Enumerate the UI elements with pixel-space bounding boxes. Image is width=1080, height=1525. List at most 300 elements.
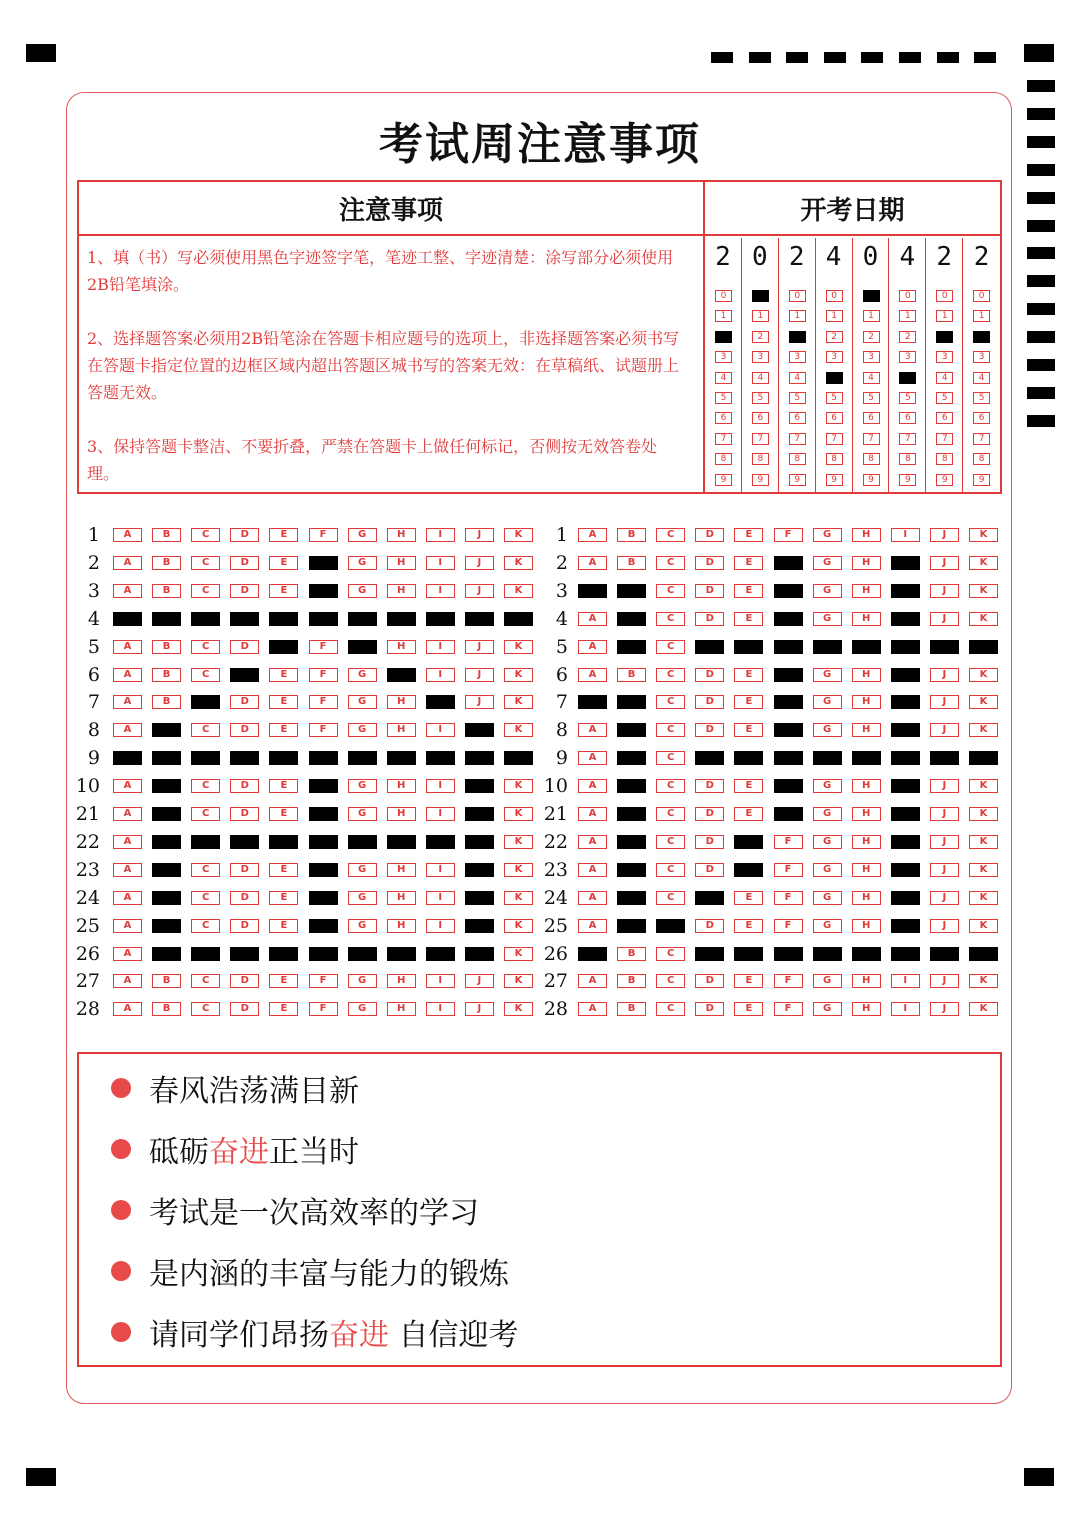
option-bubble[interactable]: D bbox=[695, 528, 724, 542]
option-bubble[interactable]: J bbox=[930, 584, 959, 598]
option-bubble[interactable]: G bbox=[813, 528, 842, 542]
date-bubble[interactable]: 9 bbox=[863, 474, 880, 486]
option-bubble[interactable]: J bbox=[930, 807, 959, 821]
option-bubble[interactable]: E bbox=[269, 723, 298, 737]
option-bubble[interactable]: K bbox=[969, 863, 998, 877]
option-bubble[interactable]: J bbox=[930, 723, 959, 737]
option-bubble-filled[interactable] bbox=[152, 723, 181, 737]
date-bubble[interactable]: 5 bbox=[899, 392, 916, 404]
option-bubble[interactable]: G bbox=[348, 723, 377, 737]
option-bubble-filled[interactable] bbox=[309, 835, 338, 849]
option-bubble[interactable]: H bbox=[852, 1002, 881, 1016]
option-bubble-filled[interactable] bbox=[152, 612, 181, 626]
date-bubble[interactable]: 4 bbox=[936, 372, 953, 384]
option-bubble[interactable]: G bbox=[813, 695, 842, 709]
option-bubble-filled[interactable] bbox=[969, 751, 998, 765]
option-bubble-filled[interactable] bbox=[774, 640, 803, 654]
date-bubble[interactable]: 2 bbox=[826, 331, 843, 343]
option-bubble[interactable]: C bbox=[656, 863, 685, 877]
option-bubble[interactable]: H bbox=[852, 612, 881, 626]
option-bubble[interactable]: F bbox=[774, 528, 803, 542]
option-bubble[interactable]: C bbox=[191, 1002, 220, 1016]
option-bubble[interactable]: G bbox=[348, 528, 377, 542]
option-bubble[interactable]: K bbox=[969, 807, 998, 821]
option-bubble[interactable]: A bbox=[113, 528, 142, 542]
option-bubble-filled[interactable] bbox=[891, 947, 920, 961]
option-bubble-filled[interactable] bbox=[578, 695, 607, 709]
option-bubble[interactable]: F bbox=[309, 974, 338, 988]
date-bubble-filled[interactable] bbox=[826, 372, 843, 384]
option-bubble[interactable]: G bbox=[813, 556, 842, 570]
date-bubble[interactable]: 6 bbox=[973, 412, 990, 424]
option-bubble[interactable]: C bbox=[656, 584, 685, 598]
option-bubble[interactable]: G bbox=[813, 1002, 842, 1016]
option-bubble-filled[interactable] bbox=[426, 612, 455, 626]
date-bubble[interactable]: 4 bbox=[752, 372, 769, 384]
date-bubble[interactable]: 6 bbox=[863, 412, 880, 424]
option-bubble[interactable]: E bbox=[734, 1002, 763, 1016]
option-bubble[interactable]: K bbox=[504, 891, 533, 905]
option-bubble[interactable]: H bbox=[852, 779, 881, 793]
option-bubble-filled[interactable] bbox=[348, 612, 377, 626]
option-bubble[interactable]: J bbox=[930, 556, 959, 570]
option-bubble-filled[interactable] bbox=[191, 835, 220, 849]
option-bubble[interactable]: A bbox=[113, 947, 142, 961]
option-bubble[interactable]: B bbox=[617, 947, 646, 961]
option-bubble[interactable]: A bbox=[578, 723, 607, 737]
option-bubble-filled[interactable] bbox=[465, 863, 494, 877]
option-bubble-filled[interactable] bbox=[230, 668, 259, 682]
option-bubble[interactable]: F bbox=[309, 528, 338, 542]
option-bubble[interactable]: A bbox=[113, 668, 142, 682]
option-bubble-filled[interactable] bbox=[734, 640, 763, 654]
option-bubble[interactable]: D bbox=[695, 835, 724, 849]
option-bubble[interactable]: C bbox=[191, 919, 220, 933]
option-bubble[interactable]: G bbox=[348, 779, 377, 793]
option-bubble-filled[interactable] bbox=[113, 751, 142, 765]
date-bubble[interactable]: 6 bbox=[789, 412, 806, 424]
option-bubble[interactable]: G bbox=[813, 723, 842, 737]
option-bubble-filled[interactable] bbox=[191, 947, 220, 961]
date-bubble[interactable]: 5 bbox=[863, 392, 880, 404]
option-bubble[interactable]: E bbox=[269, 974, 298, 988]
option-bubble[interactable]: H bbox=[852, 863, 881, 877]
option-bubble[interactable]: G bbox=[813, 863, 842, 877]
option-bubble[interactable]: I bbox=[426, 1002, 455, 1016]
option-bubble-filled[interactable] bbox=[891, 612, 920, 626]
option-bubble[interactable]: K bbox=[969, 891, 998, 905]
option-bubble[interactable]: G bbox=[813, 807, 842, 821]
option-bubble[interactable]: J bbox=[465, 556, 494, 570]
option-bubble-filled[interactable] bbox=[617, 723, 646, 737]
date-bubble[interactable]: 8 bbox=[789, 453, 806, 465]
option-bubble[interactable]: I bbox=[891, 974, 920, 988]
option-bubble[interactable]: D bbox=[695, 1002, 724, 1016]
option-bubble[interactable]: E bbox=[269, 668, 298, 682]
option-bubble[interactable]: A bbox=[578, 779, 607, 793]
option-bubble[interactable]: B bbox=[152, 1002, 181, 1016]
date-bubble[interactable]: 5 bbox=[715, 392, 732, 404]
option-bubble[interactable]: G bbox=[348, 919, 377, 933]
option-bubble-filled[interactable] bbox=[891, 556, 920, 570]
option-bubble[interactable]: D bbox=[695, 584, 724, 598]
option-bubble[interactable]: I bbox=[426, 891, 455, 905]
option-bubble[interactable]: H bbox=[852, 695, 881, 709]
option-bubble-filled[interactable] bbox=[465, 807, 494, 821]
option-bubble-filled[interactable] bbox=[348, 640, 377, 654]
option-bubble-filled[interactable] bbox=[891, 668, 920, 682]
option-bubble[interactable]: A bbox=[113, 695, 142, 709]
option-bubble-filled[interactable] bbox=[230, 835, 259, 849]
option-bubble[interactable]: A bbox=[113, 723, 142, 737]
option-bubble[interactable]: K bbox=[504, 947, 533, 961]
option-bubble[interactable]: K bbox=[504, 556, 533, 570]
option-bubble[interactable]: K bbox=[969, 1002, 998, 1016]
option-bubble[interactable]: E bbox=[734, 584, 763, 598]
option-bubble[interactable]: D bbox=[230, 556, 259, 570]
option-bubble-filled[interactable] bbox=[734, 863, 763, 877]
option-bubble[interactable]: G bbox=[813, 891, 842, 905]
option-bubble[interactable]: K bbox=[969, 835, 998, 849]
option-bubble-filled[interactable] bbox=[930, 751, 959, 765]
option-bubble[interactable]: I bbox=[891, 528, 920, 542]
option-bubble[interactable]: F bbox=[774, 1002, 803, 1016]
option-bubble[interactable]: I bbox=[891, 1002, 920, 1016]
option-bubble[interactable]: A bbox=[578, 919, 607, 933]
option-bubble-filled[interactable] bbox=[617, 640, 646, 654]
option-bubble-filled[interactable] bbox=[152, 863, 181, 877]
option-bubble[interactable]: B bbox=[617, 1002, 646, 1016]
option-bubble[interactable]: B bbox=[152, 695, 181, 709]
date-bubble-filled[interactable] bbox=[973, 331, 990, 343]
option-bubble[interactable]: K bbox=[504, 919, 533, 933]
date-bubble[interactable]: 2 bbox=[752, 331, 769, 343]
option-bubble[interactable]: I bbox=[426, 807, 455, 821]
option-bubble-filled[interactable] bbox=[617, 751, 646, 765]
option-bubble-filled[interactable] bbox=[309, 919, 338, 933]
option-bubble-filled[interactable] bbox=[695, 751, 724, 765]
option-bubble[interactable]: B bbox=[617, 974, 646, 988]
option-bubble[interactable]: D bbox=[695, 723, 724, 737]
option-bubble[interactable]: B bbox=[617, 528, 646, 542]
option-bubble[interactable]: H bbox=[387, 919, 416, 933]
date-bubble[interactable]: 2 bbox=[863, 331, 880, 343]
option-bubble[interactable]: J bbox=[930, 695, 959, 709]
date-bubble[interactable]: 0 bbox=[826, 290, 843, 302]
option-bubble[interactable]: K bbox=[969, 723, 998, 737]
date-bubble[interactable]: 6 bbox=[899, 412, 916, 424]
option-bubble[interactable]: A bbox=[578, 612, 607, 626]
option-bubble[interactable]: G bbox=[348, 891, 377, 905]
option-bubble-filled[interactable] bbox=[309, 807, 338, 821]
option-bubble[interactable]: H bbox=[387, 1002, 416, 1016]
option-bubble[interactable]: D bbox=[695, 556, 724, 570]
option-bubble[interactable]: J bbox=[930, 863, 959, 877]
option-bubble-filled[interactable] bbox=[230, 947, 259, 961]
option-bubble-filled[interactable] bbox=[309, 891, 338, 905]
date-bubble[interactable]: 7 bbox=[899, 433, 916, 445]
option-bubble-filled[interactable] bbox=[774, 695, 803, 709]
option-bubble[interactable]: A bbox=[113, 1002, 142, 1016]
option-bubble-filled[interactable] bbox=[309, 779, 338, 793]
option-bubble-filled[interactable] bbox=[734, 947, 763, 961]
option-bubble-filled[interactable] bbox=[269, 835, 298, 849]
option-bubble[interactable]: C bbox=[656, 891, 685, 905]
option-bubble[interactable]: D bbox=[230, 779, 259, 793]
option-bubble[interactable]: C bbox=[656, 723, 685, 737]
date-bubble[interactable]: 3 bbox=[826, 351, 843, 363]
option-bubble-filled[interactable] bbox=[617, 584, 646, 598]
option-bubble[interactable]: A bbox=[113, 556, 142, 570]
option-bubble[interactable]: C bbox=[191, 556, 220, 570]
date-bubble[interactable]: 6 bbox=[752, 412, 769, 424]
date-bubble[interactable]: 1 bbox=[973, 310, 990, 322]
option-bubble[interactable]: A bbox=[578, 556, 607, 570]
option-bubble[interactable]: E bbox=[269, 891, 298, 905]
option-bubble[interactable]: C bbox=[656, 640, 685, 654]
option-bubble[interactable]: D bbox=[230, 863, 259, 877]
option-bubble[interactable]: C bbox=[656, 779, 685, 793]
date-bubble[interactable]: 6 bbox=[936, 412, 953, 424]
option-bubble[interactable]: C bbox=[656, 612, 685, 626]
option-bubble[interactable]: F bbox=[774, 835, 803, 849]
option-bubble-filled[interactable] bbox=[930, 640, 959, 654]
option-bubble-filled[interactable] bbox=[309, 612, 338, 626]
date-bubble[interactable]: 1 bbox=[789, 310, 806, 322]
option-bubble[interactable]: C bbox=[191, 863, 220, 877]
option-bubble-filled[interactable] bbox=[348, 947, 377, 961]
option-bubble[interactable]: D bbox=[695, 863, 724, 877]
option-bubble[interactable]: J bbox=[465, 1002, 494, 1016]
option-bubble[interactable]: E bbox=[269, 919, 298, 933]
date-bubble[interactable]: 5 bbox=[826, 392, 843, 404]
option-bubble-filled[interactable] bbox=[774, 751, 803, 765]
option-bubble[interactable]: G bbox=[813, 612, 842, 626]
option-bubble[interactable]: E bbox=[269, 556, 298, 570]
date-bubble[interactable]: 9 bbox=[826, 474, 843, 486]
date-bubble[interactable]: 4 bbox=[715, 372, 732, 384]
option-bubble-filled[interactable] bbox=[852, 947, 881, 961]
date-bubble[interactable]: 7 bbox=[936, 433, 953, 445]
option-bubble[interactable]: D bbox=[230, 919, 259, 933]
option-bubble[interactable]: H bbox=[852, 919, 881, 933]
option-bubble-filled[interactable] bbox=[734, 835, 763, 849]
option-bubble-filled[interactable] bbox=[387, 835, 416, 849]
option-bubble-filled[interactable] bbox=[774, 584, 803, 598]
option-bubble[interactable]: J bbox=[930, 891, 959, 905]
option-bubble-filled[interactable] bbox=[230, 751, 259, 765]
option-bubble-filled[interactable] bbox=[465, 779, 494, 793]
date-bubble[interactable]: 3 bbox=[973, 351, 990, 363]
option-bubble[interactable]: C bbox=[656, 835, 685, 849]
date-bubble-filled[interactable] bbox=[863, 290, 880, 302]
option-bubble[interactable]: E bbox=[734, 974, 763, 988]
option-bubble-filled[interactable] bbox=[465, 835, 494, 849]
option-bubble[interactable]: F bbox=[774, 863, 803, 877]
option-bubble[interactable]: I bbox=[426, 640, 455, 654]
option-bubble-filled[interactable] bbox=[113, 612, 142, 626]
option-bubble-filled[interactable] bbox=[426, 947, 455, 961]
date-bubble[interactable]: 5 bbox=[973, 392, 990, 404]
option-bubble[interactable]: I bbox=[426, 863, 455, 877]
date-bubble[interactable]: 8 bbox=[863, 453, 880, 465]
option-bubble[interactable]: I bbox=[426, 919, 455, 933]
option-bubble[interactable]: J bbox=[930, 919, 959, 933]
option-bubble-filled[interactable] bbox=[504, 612, 533, 626]
option-bubble-filled[interactable] bbox=[813, 751, 842, 765]
date-bubble[interactable]: 1 bbox=[863, 310, 880, 322]
date-bubble[interactable]: 7 bbox=[789, 433, 806, 445]
option-bubble-filled[interactable] bbox=[387, 947, 416, 961]
option-bubble[interactable]: A bbox=[113, 974, 142, 988]
option-bubble-filled[interactable] bbox=[891, 723, 920, 737]
option-bubble-filled[interactable] bbox=[891, 640, 920, 654]
option-bubble[interactable]: H bbox=[387, 640, 416, 654]
option-bubble[interactable]: D bbox=[230, 974, 259, 988]
date-bubble[interactable]: 4 bbox=[789, 372, 806, 384]
option-bubble[interactable]: B bbox=[152, 640, 181, 654]
option-bubble-filled[interactable] bbox=[578, 947, 607, 961]
option-bubble[interactable]: K bbox=[969, 612, 998, 626]
date-bubble[interactable]: 3 bbox=[752, 351, 769, 363]
option-bubble[interactable]: G bbox=[348, 1002, 377, 1016]
option-bubble[interactable]: B bbox=[152, 668, 181, 682]
option-bubble-filled[interactable] bbox=[426, 695, 455, 709]
option-bubble[interactable]: C bbox=[656, 1002, 685, 1016]
option-bubble[interactable]: K bbox=[504, 779, 533, 793]
option-bubble[interactable]: D bbox=[230, 1002, 259, 1016]
date-bubble[interactable]: 2 bbox=[899, 331, 916, 343]
option-bubble-filled[interactable] bbox=[852, 640, 881, 654]
option-bubble-filled[interactable] bbox=[387, 612, 416, 626]
option-bubble-filled[interactable] bbox=[426, 835, 455, 849]
date-bubble[interactable]: 1 bbox=[899, 310, 916, 322]
option-bubble[interactable]: D bbox=[230, 640, 259, 654]
option-bubble[interactable]: E bbox=[734, 891, 763, 905]
option-bubble[interactable]: G bbox=[348, 863, 377, 877]
option-bubble[interactable]: A bbox=[113, 584, 142, 598]
option-bubble[interactable]: J bbox=[465, 668, 494, 682]
option-bubble-filled[interactable] bbox=[774, 947, 803, 961]
date-bubble[interactable]: 7 bbox=[863, 433, 880, 445]
option-bubble[interactable]: F bbox=[309, 668, 338, 682]
option-bubble-filled[interactable] bbox=[891, 807, 920, 821]
option-bubble[interactable]: E bbox=[269, 779, 298, 793]
option-bubble-filled[interactable] bbox=[152, 919, 181, 933]
option-bubble-filled[interactable] bbox=[656, 919, 685, 933]
option-bubble[interactable]: D bbox=[695, 974, 724, 988]
option-bubble[interactable]: H bbox=[852, 528, 881, 542]
option-bubble[interactable]: K bbox=[969, 584, 998, 598]
option-bubble[interactable]: D bbox=[695, 807, 724, 821]
option-bubble[interactable]: H bbox=[387, 779, 416, 793]
option-bubble[interactable]: G bbox=[813, 835, 842, 849]
option-bubble[interactable]: K bbox=[969, 919, 998, 933]
date-bubble-filled[interactable] bbox=[789, 331, 806, 343]
option-bubble-filled[interactable] bbox=[309, 751, 338, 765]
option-bubble-filled[interactable] bbox=[309, 947, 338, 961]
option-bubble-filled[interactable] bbox=[891, 779, 920, 793]
option-bubble-filled[interactable] bbox=[152, 807, 181, 821]
option-bubble-filled[interactable] bbox=[891, 584, 920, 598]
date-bubble[interactable]: 3 bbox=[899, 351, 916, 363]
option-bubble-filled[interactable] bbox=[191, 695, 220, 709]
option-bubble[interactable]: B bbox=[152, 584, 181, 598]
date-bubble[interactable]: 8 bbox=[936, 453, 953, 465]
date-bubble[interactable]: 6 bbox=[715, 412, 732, 424]
option-bubble[interactable]: H bbox=[852, 556, 881, 570]
option-bubble[interactable]: H bbox=[852, 835, 881, 849]
option-bubble[interactable]: G bbox=[813, 779, 842, 793]
option-bubble[interactable]: J bbox=[465, 640, 494, 654]
option-bubble[interactable]: E bbox=[269, 807, 298, 821]
option-bubble-filled[interactable] bbox=[387, 668, 416, 682]
option-bubble-filled[interactable] bbox=[617, 779, 646, 793]
option-bubble-filled[interactable] bbox=[465, 612, 494, 626]
date-bubble[interactable]: 4 bbox=[863, 372, 880, 384]
option-bubble[interactable]: F bbox=[309, 723, 338, 737]
option-bubble-filled[interactable] bbox=[774, 612, 803, 626]
option-bubble-filled[interactable] bbox=[617, 835, 646, 849]
option-bubble[interactable]: C bbox=[656, 695, 685, 709]
option-bubble-filled[interactable] bbox=[152, 751, 181, 765]
option-bubble[interactable]: H bbox=[387, 695, 416, 709]
option-bubble[interactable]: I bbox=[426, 668, 455, 682]
option-bubble[interactable]: C bbox=[191, 584, 220, 598]
option-bubble[interactable]: D bbox=[230, 584, 259, 598]
option-bubble-filled[interactable] bbox=[930, 947, 959, 961]
date-bubble[interactable]: 9 bbox=[789, 474, 806, 486]
option-bubble[interactable]: C bbox=[191, 640, 220, 654]
option-bubble[interactable]: G bbox=[813, 584, 842, 598]
date-bubble[interactable]: 4 bbox=[973, 372, 990, 384]
option-bubble-filled[interactable] bbox=[617, 863, 646, 877]
option-bubble-filled[interactable] bbox=[695, 891, 724, 905]
date-bubble[interactable]: 9 bbox=[899, 474, 916, 486]
option-bubble[interactable]: K bbox=[504, 584, 533, 598]
date-bubble[interactable]: 3 bbox=[863, 351, 880, 363]
option-bubble-filled[interactable] bbox=[465, 919, 494, 933]
option-bubble-filled[interactable] bbox=[191, 612, 220, 626]
option-bubble-filled[interactable] bbox=[852, 751, 881, 765]
option-bubble[interactable]: K bbox=[504, 723, 533, 737]
option-bubble[interactable]: J bbox=[930, 1002, 959, 1016]
option-bubble[interactable]: H bbox=[387, 807, 416, 821]
option-bubble-filled[interactable] bbox=[774, 556, 803, 570]
option-bubble-filled[interactable] bbox=[152, 835, 181, 849]
date-bubble[interactable]: 7 bbox=[715, 433, 732, 445]
option-bubble[interactable]: B bbox=[152, 974, 181, 988]
option-bubble[interactable]: A bbox=[113, 891, 142, 905]
date-bubble-filled[interactable] bbox=[752, 290, 769, 302]
date-bubble[interactable]: 3 bbox=[789, 351, 806, 363]
option-bubble[interactable]: C bbox=[191, 723, 220, 737]
option-bubble[interactable]: E bbox=[734, 612, 763, 626]
option-bubble[interactable]: A bbox=[578, 863, 607, 877]
option-bubble[interactable]: K bbox=[969, 668, 998, 682]
option-bubble[interactable]: D bbox=[230, 891, 259, 905]
option-bubble-filled[interactable] bbox=[152, 779, 181, 793]
option-bubble-filled[interactable] bbox=[617, 919, 646, 933]
option-bubble[interactable]: E bbox=[269, 863, 298, 877]
option-bubble[interactable]: J bbox=[930, 835, 959, 849]
option-bubble[interactable]: C bbox=[656, 556, 685, 570]
option-bubble-filled[interactable] bbox=[774, 779, 803, 793]
option-bubble-filled[interactable] bbox=[465, 723, 494, 737]
date-bubble[interactable]: 5 bbox=[752, 392, 769, 404]
option-bubble[interactable]: D bbox=[230, 528, 259, 542]
option-bubble[interactable]: J bbox=[465, 974, 494, 988]
